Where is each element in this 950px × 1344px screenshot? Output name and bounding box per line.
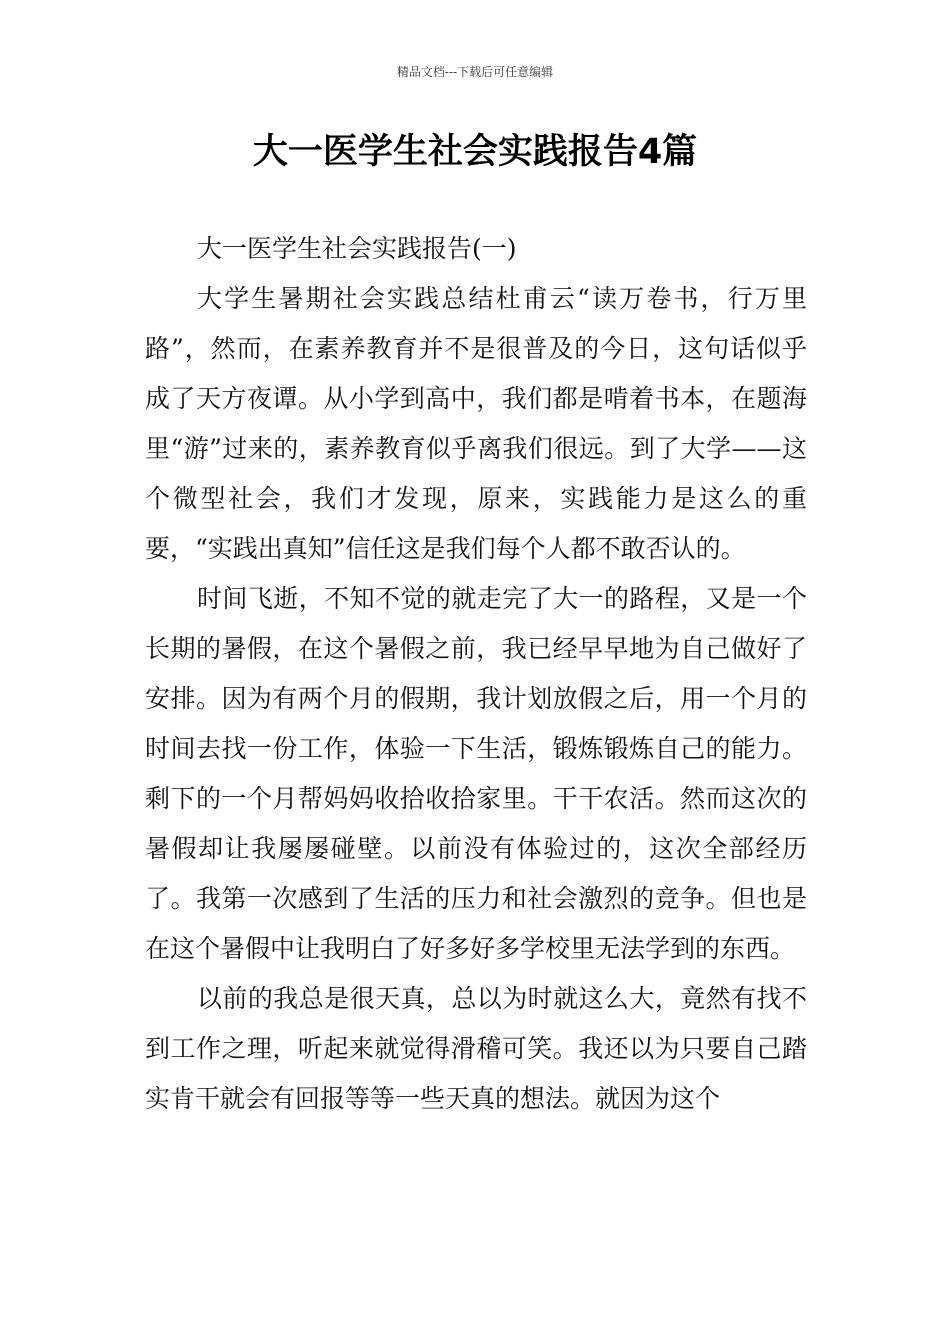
paragraph-2: 时间飞逝，不知不觉的就走完了大一的路程，又是一个长期的暑假，在这个暑假之前，我已经早早地为自己做好了安排。因为有两个月的假期，我计划放假之后，用一个月的时间去找一份工作，体验一下生活，锻炼锻炼自己的能力。剩下的一个月帮妈妈收拾收拾家里。干干农活。然而这次的暑假却让我屡屡碰壁。以前没有体验过的，这次全部经历了。我第一次感到了生活的压力和社会激烈的竞争。但也是在这个暑假中让我明白了好多好多学校里无法学到的东西。	[145, 584, 807, 963]
paragraph-3: 以前的我总是很天真，总以为时就这么大，竟然有找不到工作之理，听起来就觉得滑稽可笑。我还以为只要自己踏实肯干就会有回报等等一些天真的想法。就因为这个	[145, 984, 807, 1113]
document-title: 大一医学生社会实践报告4篇	[252, 132, 698, 172]
section-heading: 大一医学生社会实践报告(一)	[197, 234, 517, 263]
paragraph-1: 大学生暑期社会实践总结杜甫云“读万卷书，行万里路”，然而，在素养教育并不是很普及的今日，这句话似乎成了天方夜谭。从小学到高中，我们都是啃着书本，在题海里“游”过来的，素养教育似乎离我们很远。到了大学——这个微型社会，我们才发现，原来，实践能力是这么的重要，“实践出真知”信任这是我们每个人都不敢否认的。	[145, 284, 807, 563]
document-body	[145, 224, 807, 1124]
header-note: 精品文档---下载后可任意编辑	[396, 65, 554, 79]
